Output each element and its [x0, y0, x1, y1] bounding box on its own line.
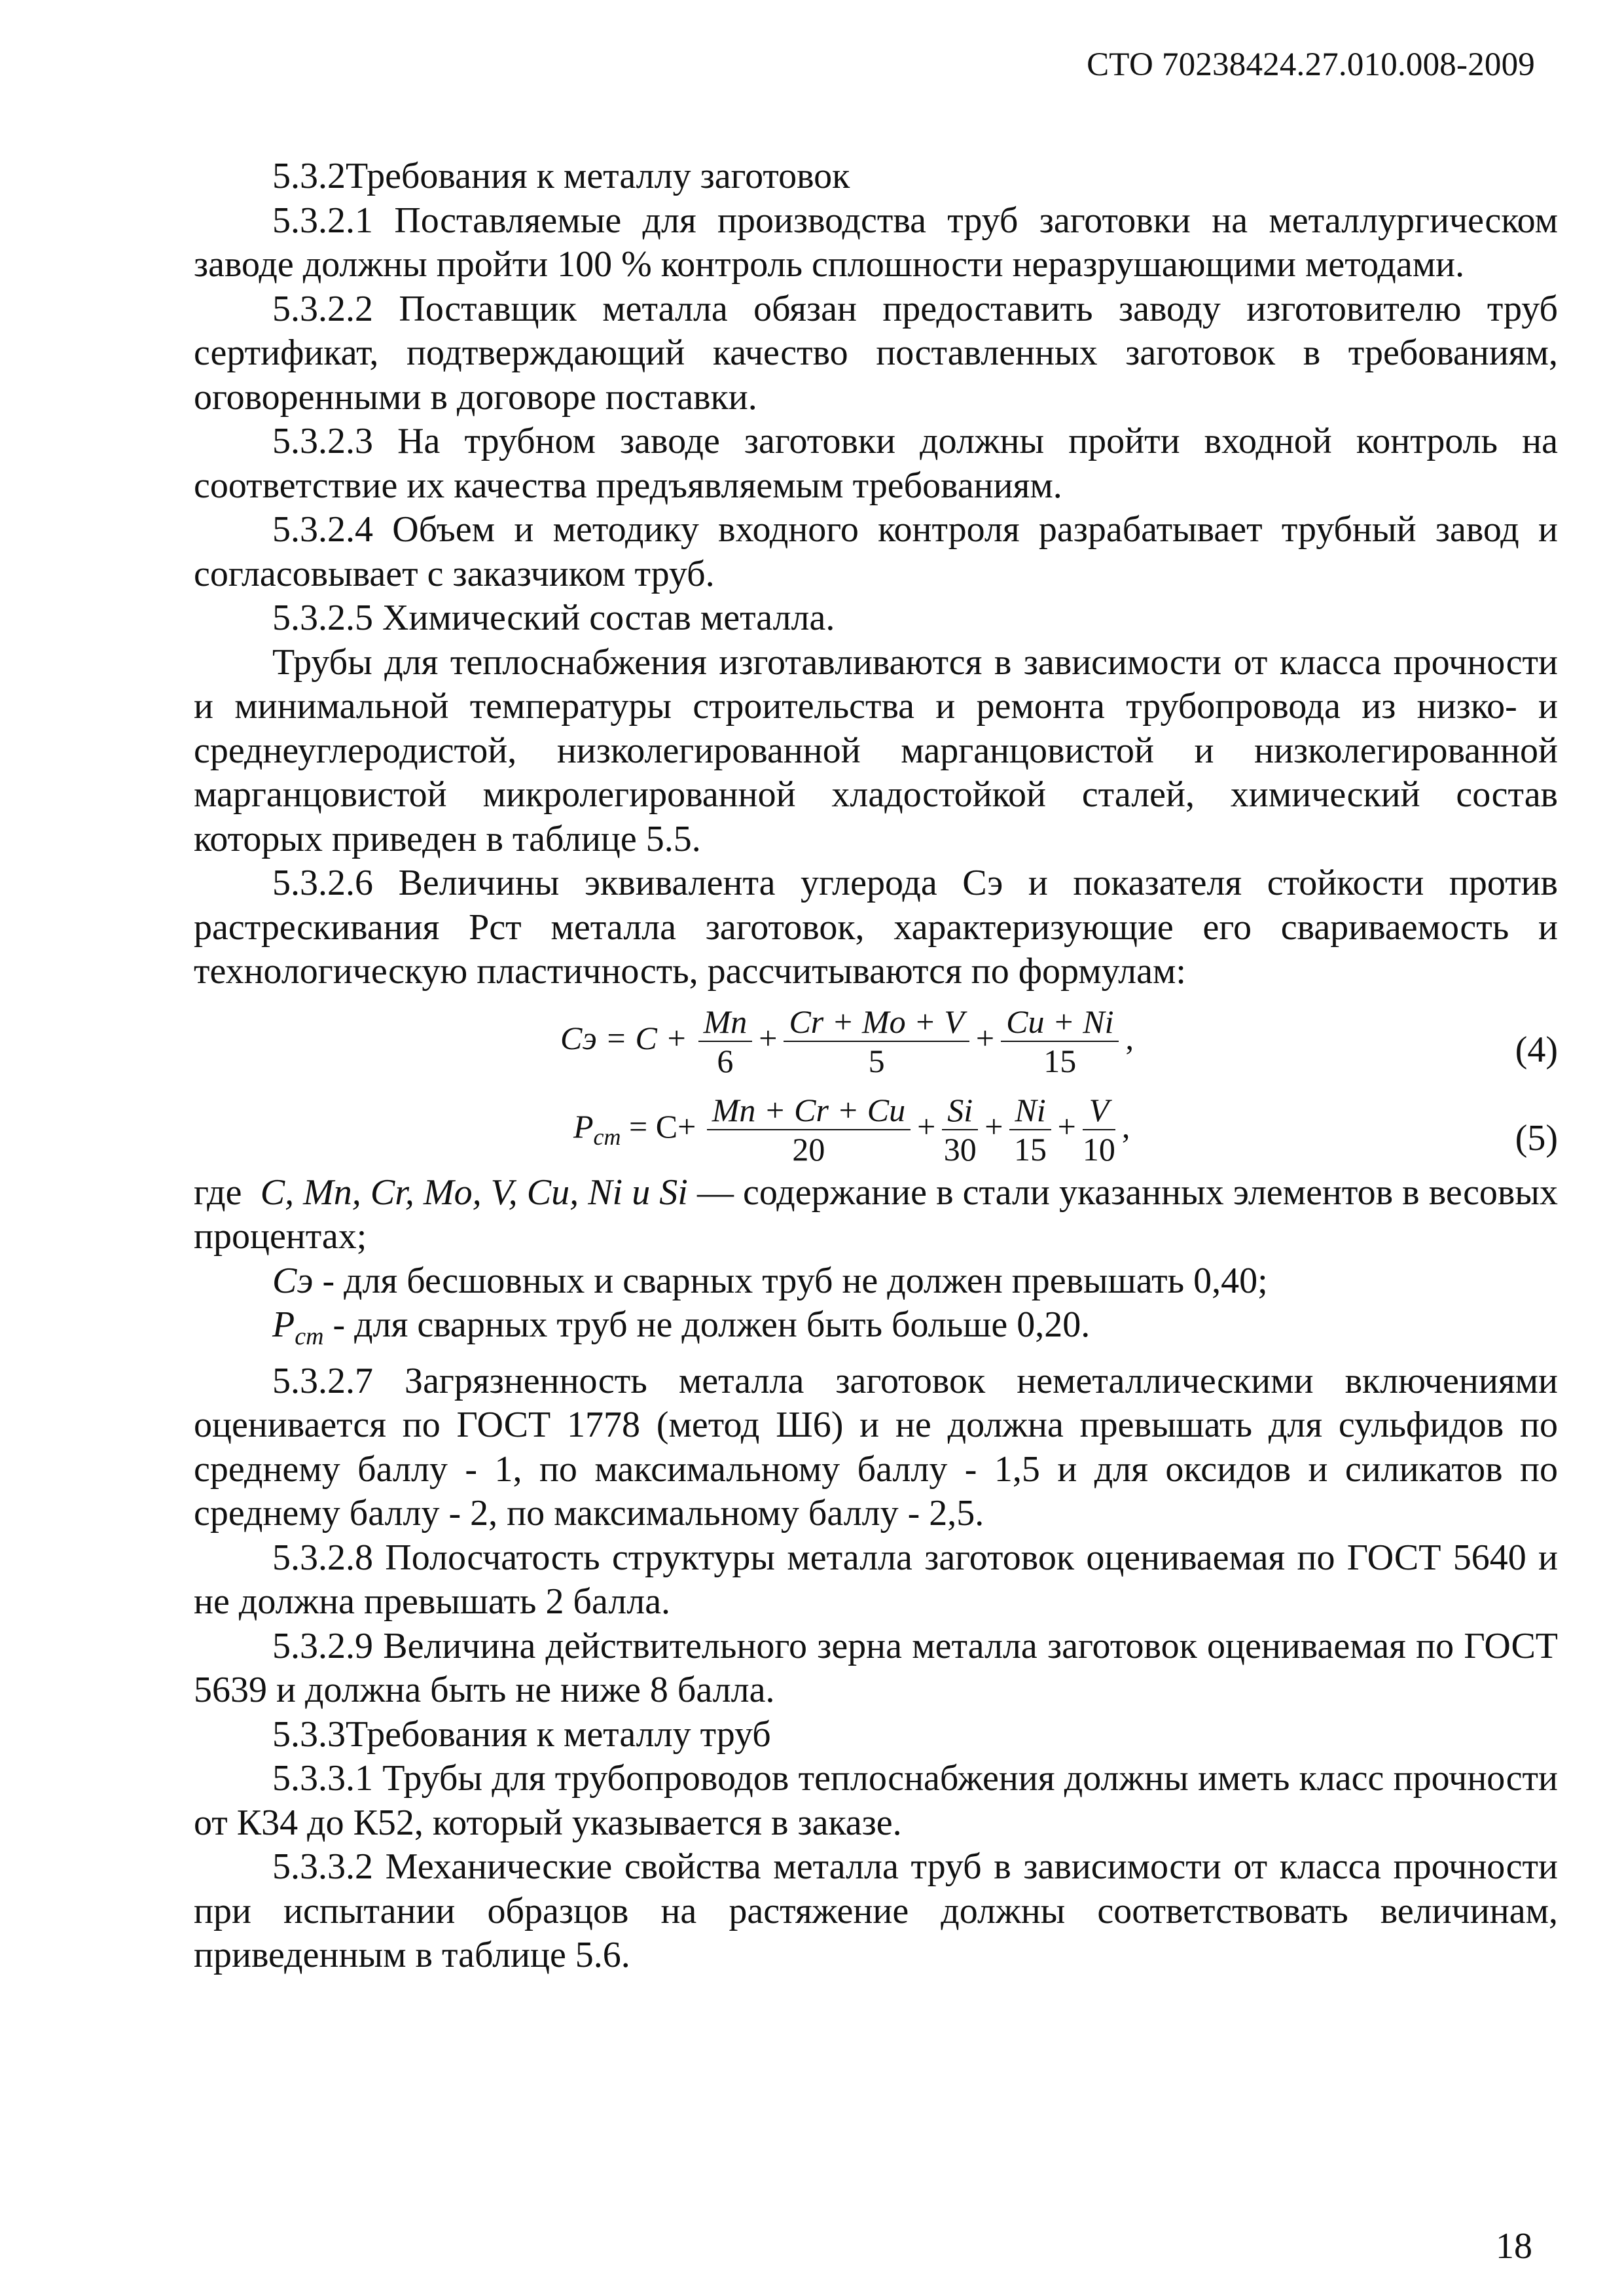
paragraph-ce-limit: Сэ - для бесшовных и сварных труб не должен превышать 0,40;: [272, 1260, 1268, 1301]
paragraph-5-3-2-1: 5.3.2.1 Поставляемые для производства труб заготовки на металлургическом заводе должны пройти 100 % контроль сплошности неразрушающими методами.: [194, 200, 1558, 285]
paragraph-5-3-2-6: 5.3.2.6 Величины эквивалента углерода Сэ и показателя стойкости против растрескивания Рст металла заготовок, характеризующие его свариваемость и технологическую пластичность, рассчитываются по формулам:: [194, 863, 1558, 992]
section-heading-5-3-2: 5.3.2Требования к металлу заготовок: [272, 156, 850, 196]
paragraph-pcm-limit: $P_{cm}$ - для сварных труб не должен быть больше 0,20.: [272, 1304, 1091, 1351]
paragraph-5-3-2-5: 5.3.2.5 Химический состав металла.: [272, 598, 835, 638]
paragraph-5-3-2-7: 5.3.2.7 Загрязненность металла заготовок неметаллическими включениями оценивается по ГОСТ 1778 (метод Ш6) и не должна превышать для сульфидов по среднему баллу - 1, по максимальному баллу - 1,5 и для оксидов и силикатов по среднему баллу - 2, по максимальному баллу - 2,5.: [194, 1360, 1558, 1534]
paragraph-5-3-2-3: 5.3.2.3 На трубном заводе заготовки должны пройти входной контроль на соответствие их качества предъявляемым требованиям.: [194, 421, 1558, 506]
page-number: 18: [1496, 2226, 1532, 2267]
formula-4: [194, 994, 1558, 1083]
formula-5-fraction-v: $\frac{V}{10}$: [1082, 1092, 1115, 1168]
formula-4-fraction-cu-ni: $\frac{Cu + Ni}{15}$: [1001, 1003, 1119, 1080]
formula-4-fraction-mn: $\frac{Mn}{6}$: [698, 1003, 753, 1080]
paragraph-5-3-2-2: 5.3.2.2 Поставщик металла обязан предоставить заводу изготовителю труб сертификат, подтверждающий качество поставленных заготовок в требованиям, оговоренными в договоре поставки.: [194, 288, 1558, 418]
formula-5-fraction-ni: $\frac{Ni}{15}$: [1009, 1091, 1051, 1168]
paragraph-5-3-3-2: 5.3.3.2 Механические свойства металла труб в зависимости от класса прочности при испытании образцов на растяжение должны соответствовать величинам, приведенным в таблице 5.6.: [194, 1846, 1558, 1976]
element-symbols: C, Mn, Cr, Mo, V, Cu, Ni и Si: [260, 1172, 688, 1213]
formula-4-lhs: Сэ = C +: [560, 1019, 688, 1056]
paragraph-5-3-2-8: 5.3.2.8 Полосчатость структуры металла заготовок оцениваемая по ГОСТ 5640 и не должна превышать 2 балла.: [194, 1537, 1558, 1623]
document-code-header: СТО 70238424.27.010.008-2009: [1087, 46, 1535, 83]
paragraph-where-definitions: где C, Mn, Cr, Mo, V, Cu, Ni и Si — содержание в стали указанных элементов в весовых процентах;: [194, 1172, 1558, 1257]
formula-4-expression: Сэ = C + $\frac{Mn}{6}$ + $\frac{Cr + Mo + V}{5}$ + $\frac{Cu + Ni}{15}$ ,: [560, 1003, 1134, 1080]
formula-4-number: (4): [1515, 1029, 1558, 1070]
formula-5: [194, 1083, 1558, 1171]
formula-5-lhs: $P_{cm} = C+$: [573, 1107, 696, 1150]
paragraph-5-3-3-1: 5.3.3.1 Трубы для трубопроводов теплоснабжения должны иметь класс прочности от К34 до К52, который указывается в заказе.: [194, 1758, 1558, 1843]
page-content: [194, 154, 1558, 1978]
formula-5-fraction-si: $\frac{Si}{30}$: [942, 1091, 978, 1168]
paragraph-pipes-steel: Трубы для теплоснабжения изготавливаются в зависимости от класса прочности и минимальной температуры строительства и ремонта трубопровода из низко- и среднеуглеродистой, низколегированной марганцовистой и низколегированной марганцовистой микролегированной хладостойкой сталей, химический состав которых приведен в таблице 5.5.: [194, 641, 1558, 859]
paragraph-5-3-2-4: 5.3.2.4 Объем и методику входного контроля разрабатывает трубный завод и согласовывает с заказчиком труб.: [194, 509, 1558, 594]
formula-5-expression: $P_{cm} = C+$ $\frac{Mn + Cr + Cu}{20}$ + $\frac{Si}{30}$ + $\frac{Ni}{15}$ + $\frac{V}{10}$ ,: [573, 1092, 1130, 1168]
paragraph-5-3-2-9: 5.3.2.9 Величина действительного зерна металла заготовок оцениваемая по ГОСТ 5639 и должна быть не ниже 8 балла.: [194, 1625, 1558, 1711]
formula-4-fraction-cr-mo-v: $\frac{Cr + Mo + V}{5}$: [784, 1003, 969, 1080]
formula-5-number: (5): [1515, 1117, 1558, 1158]
formula-5-fraction-mn-cr-cu: $\frac{Mn + Cr + Cu}{20}$: [707, 1091, 911, 1168]
section-heading-5-3-3: 5.3.3Требования к металлу труб: [272, 1713, 771, 1755]
